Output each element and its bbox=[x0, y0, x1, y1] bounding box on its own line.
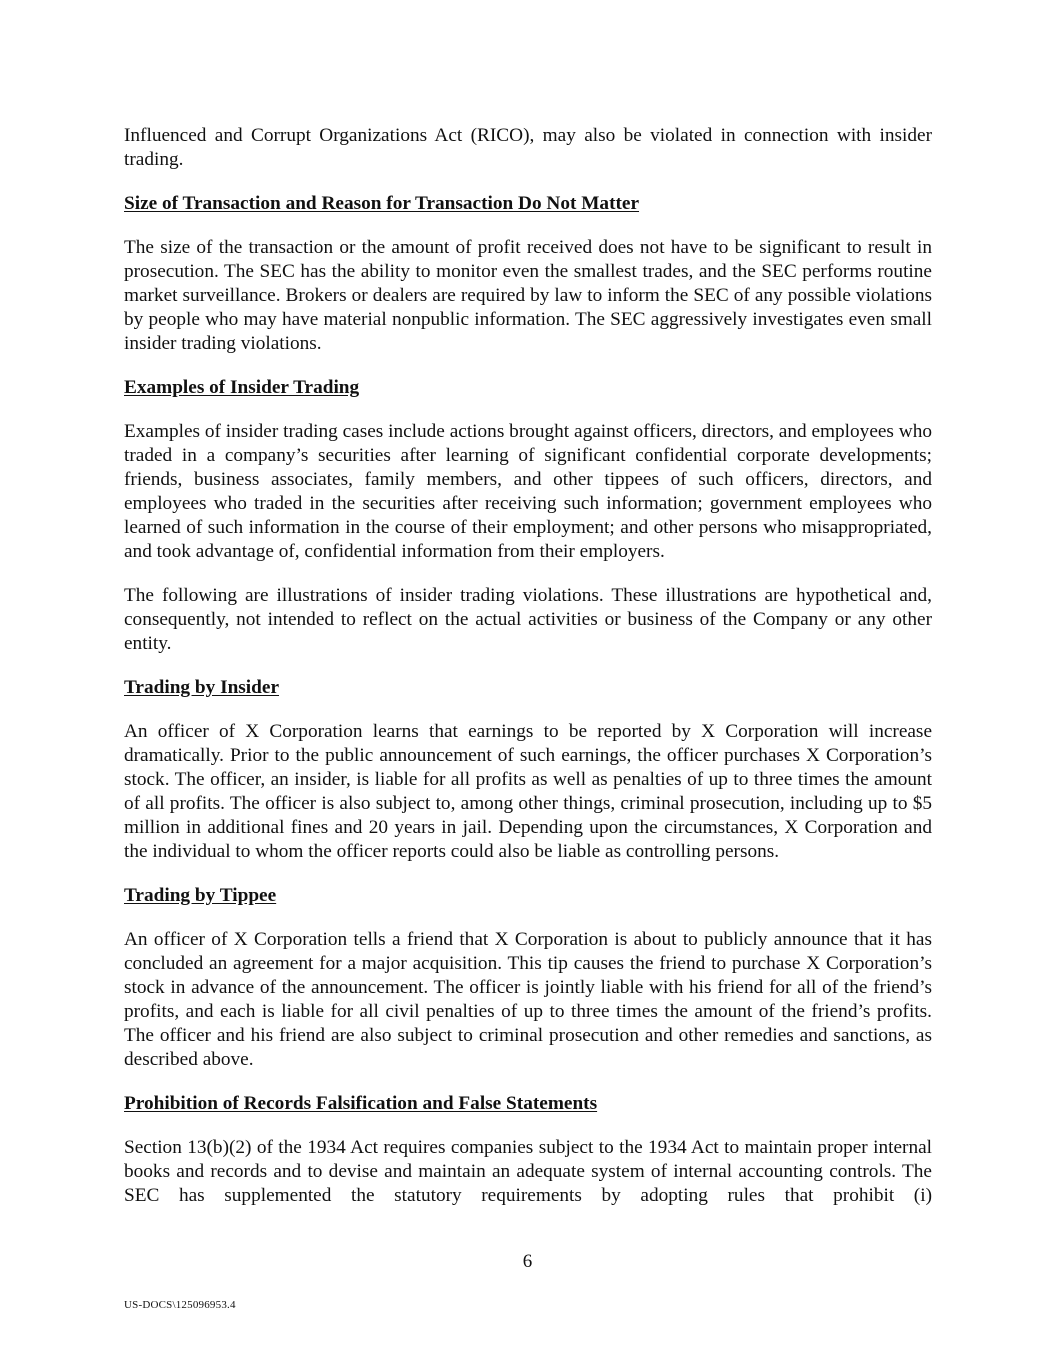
heading-trading-by-insider: Trading by Insider bbox=[124, 677, 280, 698]
document-body bbox=[124, 124, 932, 1228]
document-id: US-DOCS\125096953.4 bbox=[124, 1299, 236, 1311]
page-number: 6 bbox=[522, 1251, 533, 1272]
heading-trading-by-tippee: Trading by Tippee bbox=[124, 885, 277, 906]
continuation-paragraph: Influenced and Corrupt Organizations Act (RICO), may also be violated in connection with insider trading. bbox=[124, 125, 932, 170]
paragraph-trading-by-tippee: An officer of X Corporation tells a friend that X Corporation is about to publicly announce that it has concluded an agreement for a major acquisition. This tip causes the friend to purchase X Corporation’s stock in advance of the announcement. The officer is jointly liable with his friend for all of the friend’s profits, and each is liable for all civil penalties of up to three times the amount of the friend’s profits. The officer and his friend are also subject to criminal prosecution and other remedies and sanctions, as described above. bbox=[124, 929, 932, 1070]
paragraph-records-falsification: Section 13(b)(2) of the 1934 Act requires companies subject to the 1934 Act to maintain proper internal books and records and to devise and maintain an adequate system of internal accounting controls. The SEC has supplemented the statutory requirements by adopting rules that prohibit (i) bbox=[124, 1137, 932, 1206]
paragraph-trading-by-insider: An officer of X Corporation learns that earnings to be reported by X Corporation will increase dramatically. Prior to the public announcement of such earnings, the officer purchases X Corporation’s stock. The officer, an insider, is liable for all profits as well as penalties of up to three times the amount of all profits. The officer is also subject to, among other things, criminal prosecution, including up to $5 million in additional fines and 20 years in jail. Depending upon the circumstances, X Corporation and the individual to whom the officer reports could also be liable as controlling persons. bbox=[124, 721, 932, 862]
heading-size-of-transaction: Size of Transaction and Reason for Transaction Do Not Matter bbox=[124, 193, 640, 214]
heading-examples-of-insider-trading: Examples of Insider Trading bbox=[124, 377, 360, 398]
paragraph-illustrations: The following are illustrations of insider trading violations. These illustrations are hypothetical and, consequently, not intended to reflect on the actual activities or business of the Company or any other entity. bbox=[124, 585, 932, 654]
paragraph-examples-cases: Examples of insider trading cases include actions brought against officers, directors, and employees who traded in a company’s securities after learning of significant confidential corporate developments; friends, business associates, family members, and other tippees of such officers, directors, and employees who traded in the securities after receiving such information; government employees who learned of such information in the course of their employment; and other persons who misappropriated, and took advantage of, confidential information from their employers. bbox=[124, 421, 932, 562]
heading-records-falsification: Prohibition of Records Falsification and False Statements bbox=[124, 1093, 598, 1114]
paragraph-size-of-transaction: The size of the transaction or the amount of profit received does not have to be significant to result in prosecution. The SEC has the ability to monitor even the smallest trades, and the SEC performs routine market surveillance. Brokers or dealers are required by law to inform the SEC of any possible violations by people who may have material nonpublic information. The SEC aggressively investigates even small insider trading violations. bbox=[124, 237, 932, 354]
